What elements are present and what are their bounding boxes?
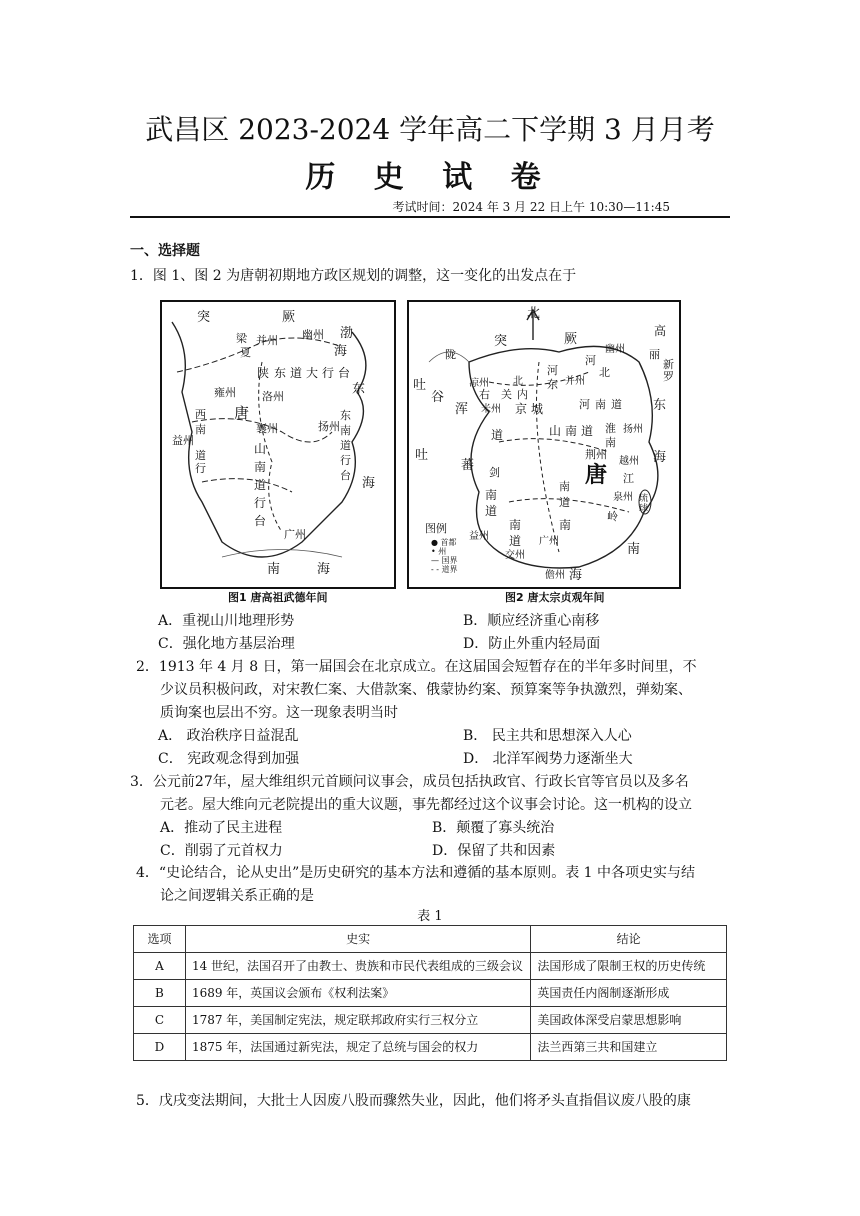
legend-circuit-border: - - 道界 (431, 565, 458, 574)
map-2-label: 南 (605, 436, 616, 449)
map-1-label: 东 (274, 366, 287, 380)
table-header: 史实 (185, 926, 530, 953)
table-header: 选项 (134, 926, 186, 953)
map-2-label: 道 (611, 398, 622, 411)
table-cell-option: C (134, 1007, 186, 1034)
map-2-label: 浑 (455, 402, 469, 417)
map-2-label: 陇 (445, 348, 456, 361)
map-1-label: 行 (195, 462, 206, 475)
table-cell-option: D (134, 1034, 186, 1061)
map-1-label: 行 (340, 454, 351, 467)
map-1-label: 扬州 (318, 420, 340, 433)
map-2-label: 广州 (539, 536, 559, 547)
map-2-label: 剑 (489, 466, 500, 479)
map-1-label: 洛州 (262, 390, 284, 403)
map-2-label: 道 (581, 424, 594, 438)
map-1-label: 道 (195, 449, 206, 462)
map-1-label: 台 (340, 469, 351, 482)
map-2-label: 北 (527, 306, 541, 321)
q3-option-a[interactable]: A．推动了民主进程 (160, 820, 283, 836)
map-2-label: 扬州 (623, 424, 643, 435)
map-1-label: 山 (254, 442, 267, 456)
map-2-label: 岭 (607, 510, 618, 523)
map-2-label: 唐 (585, 462, 608, 488)
map-1-label: 南 (267, 562, 281, 577)
map-2-label: 南 (509, 518, 522, 532)
map-2-label: 南 (485, 488, 498, 502)
question-2-stem: 2．1913 年 4 月 8 日，第一届国会在北京成立。在这届国会短暂存在的半年多时间里，不 (136, 659, 697, 675)
map-1-label: 幽州 (302, 328, 324, 341)
table-header-row (134, 926, 727, 953)
map-2-label: 道 (509, 534, 522, 548)
table-row (134, 980, 727, 1007)
map-1-caption: 图1 唐高祖武德年间 (228, 591, 328, 604)
map-1-label: 南 (254, 460, 267, 474)
map-1-label: 梁 (236, 332, 247, 345)
map-1-label: 东 (340, 409, 351, 422)
question-5-stem: 5．戊戌变法期间，大批士人因废八股而骤然失业，因此，他们将矛头直指倡议废八股的康 (136, 1093, 691, 1109)
map-2-label: 南 (559, 480, 570, 493)
q3-option-c[interactable]: C．削弱了元首权力 (160, 843, 283, 859)
history-table (133, 925, 727, 1061)
exam-subtitle: 历 史 试 卷 (305, 160, 555, 195)
table-cell-conclusion: 英国责任内阁制逐渐形成 (531, 980, 727, 1007)
question-3-stem: 3．公元前27年，屋大维组织元首顾问议事会，成员包括执政官、行政长官等官员以及多名 (130, 774, 689, 790)
map-1-label: 行 (322, 366, 335, 380)
map-2 (407, 300, 681, 589)
q2-option-d[interactable]: D． 北洋军阀势力逐渐坐大 (463, 751, 633, 767)
map-2-label: 南 (559, 518, 572, 532)
map-1-label: 东 (352, 382, 366, 397)
map-1 (160, 300, 396, 589)
map-1-label: 陕 (257, 366, 270, 380)
table-cell-fact: 1787 年，美国制定宪法，规定联邦政府实行三权分立 (185, 1007, 530, 1034)
map-2-legend (431, 538, 458, 574)
map-2-label: 丽 (649, 348, 660, 361)
table-caption: 表 1 (417, 909, 443, 924)
map-2-label: 南 (595, 398, 606, 411)
map-1-label: 并州 (256, 334, 278, 347)
map-1-label: 南 (340, 424, 351, 437)
map-1-label: 突 (197, 310, 211, 325)
map-2-label: 泉州 (613, 492, 633, 503)
question-4-stem: 4．“史论结合，论从史出”是历史研究的基本方法和遵循的基本原则。表 1 中各项史实与结 (136, 865, 696, 881)
map-2-label: 并州 (565, 376, 585, 387)
map-2-label: 江 (623, 472, 634, 485)
map-2-label: 交州 (505, 550, 525, 561)
map-1-label: 雍州 (214, 386, 236, 399)
map-1-label: 渤 (340, 326, 354, 341)
table-cell-conclusion: 法兰西第三共和国建立 (531, 1034, 727, 1061)
map-1-label: 海 (317, 562, 331, 577)
map-2-label: 淮 (605, 422, 616, 435)
map-2-label: 琉球 (639, 494, 649, 514)
map-2-label: 突 (494, 334, 508, 349)
exam-title: 武昌区 2023-2024 学年高二下学期 3 月月考 (145, 113, 715, 146)
map-1-label: 道 (254, 478, 267, 492)
table-cell-fact: 1875 年，法国通过新宪法，规定了总统与国会的权力 (185, 1034, 530, 1061)
header-divider (130, 216, 730, 218)
map-2-label: 幽州 (605, 344, 625, 355)
map-1-label: 行 (254, 496, 267, 510)
table-row (134, 1007, 727, 1034)
map-2-label: 道 (559, 496, 570, 509)
map-1-label: 海 (334, 344, 348, 359)
map-2-label: 儋州 (545, 570, 565, 581)
map-1-label: 海 (362, 476, 376, 491)
map-2-label: 河 (585, 354, 596, 367)
map-2-label: 河 (547, 364, 558, 377)
question-4-stem-cont: 论之间逻辑关系正确的是 (160, 888, 314, 904)
map-1-label: 襄州 (256, 422, 278, 435)
map-1-label: 道 (290, 366, 303, 380)
table-header: 结论 (531, 926, 727, 953)
q1-option-d[interactable]: D．防止外重内轻局面 (463, 636, 601, 652)
map-2-label: 越州 (619, 456, 639, 467)
table-cell-fact: 1689 年，英国议会颁布《权利法案》 (185, 980, 530, 1007)
map-2-label: 城 (531, 402, 544, 416)
map-2-label: 河 (579, 398, 590, 411)
legend-label: 国界 (441, 556, 458, 565)
map-2-label: 高 (654, 324, 667, 338)
legend-label: 州 (438, 547, 447, 556)
table-cell-conclusion: 美国政体深受启蒙思想影响 (531, 1007, 727, 1034)
q2-option-c[interactable]: C． 宪政观念得到加强 (158, 751, 300, 767)
map-2-legend-title: 图例 (425, 522, 447, 535)
map-2-label: 蕃 (461, 458, 475, 473)
map-2-label: 京 (515, 402, 528, 416)
question-1-stem: 1．图 1、图 2 为唐朝初期地方政区规划的调整，这一变化的出发点在于 (130, 268, 577, 284)
map-2-label: 谷 (431, 390, 445, 405)
legend-border: — 国界 (431, 556, 458, 565)
map-2-label: 山 (549, 424, 562, 438)
map-2-label: 关 (501, 388, 512, 401)
map-2-label: 东 (547, 378, 558, 391)
table-row (134, 1034, 727, 1061)
table-cell-option: A (134, 953, 186, 980)
map-1-label: 南 (195, 423, 206, 436)
q1-option-c[interactable]: C．强化地方基层治理 (158, 636, 295, 652)
map-2-label: 荆州 (585, 448, 607, 461)
map-2-label: 吐 (415, 448, 429, 463)
legend-label: 道界 (441, 565, 458, 574)
q2-option-a[interactable]: A． 政治秩序日益混乱 (158, 728, 299, 744)
question-2-stem-cont: 少议员积极问政，对宋教仁案、大借款案、俄蒙协约案、预算案等争执激烈，弹劾案、 (160, 682, 692, 698)
legend-prefecture: • 州 (431, 547, 447, 556)
map-2-label: 北 (513, 376, 523, 387)
map-2-label: 凉州 (469, 378, 489, 389)
map-2-label: 新 (663, 358, 674, 371)
map-2-label: 道 (491, 428, 504, 442)
section-title: 一、选择题 (130, 243, 200, 259)
map-2-label: 右 (479, 388, 490, 401)
map-2-label: 道 (485, 504, 498, 518)
map-1-label: 西 (195, 408, 206, 421)
q1-option-b[interactable]: B．顺应经济重心南移 (463, 613, 600, 629)
table-cell-option: B (134, 980, 186, 1007)
map-2-label: 厥 (564, 332, 578, 347)
q3-option-d[interactable]: D．保留了共和因素 (432, 843, 556, 859)
map-2-caption: 图2 唐太宗贞观年间 (505, 591, 605, 604)
q2-option-b[interactable]: B． 民主共和思想深入人心 (463, 728, 632, 744)
legend-label: 首都 (440, 538, 457, 547)
map-1-label: 大 (306, 366, 319, 380)
map-2-label: 海 (569, 568, 583, 583)
map-1-label: 夏 (240, 346, 251, 359)
exam-time: 考试时间：2024 年 3 月 22 日上午 10:30—11:45 (392, 200, 670, 214)
map-2-label: 南 (627, 542, 641, 557)
map-1-label: 道 (340, 439, 351, 452)
map-1-drawing (162, 302, 394, 587)
q1-option-a[interactable]: A．重视山川地理形势 (158, 613, 295, 629)
table-cell-fact: 14 世纪，法国召开了由教士、贵族和市民代表组成的三级会议 (185, 953, 530, 980)
map-2-label: 米州 (481, 404, 501, 415)
q3-option-b[interactable]: B．颠覆了寡头统治 (432, 820, 555, 836)
map-2-label: 内 (517, 388, 528, 401)
table-row (134, 953, 727, 980)
map-1-label: 厥 (282, 310, 296, 325)
map-1-label: 唐 (234, 404, 250, 422)
question-3-stem-cont: 元老。屋大维向元老院提出的重大议题，事先都经过这个议事会讨论。这一机构的设立 (160, 797, 692, 813)
map-2-label: 南 (565, 424, 578, 438)
question-2-stem-cont: 质询案也层出不穷。这一现象表明当时 (160, 705, 398, 721)
map-1-label: 益州 (172, 434, 194, 447)
map-2-label: 益州 (469, 531, 489, 542)
map-2-label: 吐 (413, 378, 427, 393)
map-2-label: 东 (653, 398, 667, 413)
map-1-label: 台 (254, 514, 267, 528)
map-2-label: 罗 (663, 370, 674, 383)
map-1-label: 广州 (284, 528, 306, 541)
map-1-label: 台 (338, 366, 351, 380)
map-2-label: 海 (653, 450, 667, 465)
legend-capital: ● 首都 (431, 538, 457, 547)
map-2-label: 北 (599, 366, 610, 379)
table-cell-conclusion: 法国形成了限制王权的历史传统 (531, 953, 727, 980)
